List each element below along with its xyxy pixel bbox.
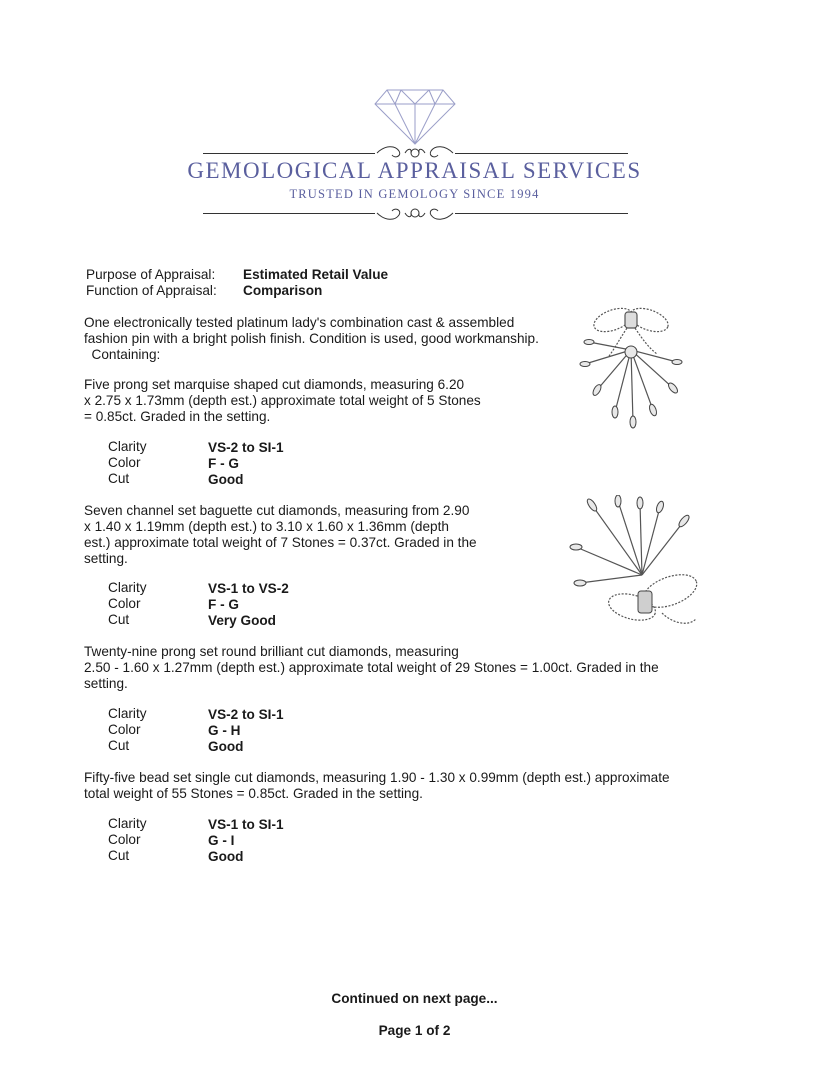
header-rule-bottom-right: [455, 213, 628, 214]
stone-line: setting.: [84, 551, 128, 566]
clarity-label: Clarity: [108, 706, 147, 721]
company-name: GEMOLOGICAL APPRAISAL SERVICES: [187, 158, 642, 183]
company-tagline: TRUSTED IN GEMOLOGY SINCE 1994: [289, 187, 540, 201]
clarity-label: Clarity: [108, 580, 147, 595]
purpose-label: Purpose of Appraisal:: [86, 267, 216, 282]
color-value: F - G: [208, 456, 239, 471]
flourish-bottom-icon: [375, 203, 455, 223]
diamond-logo-icon: [373, 88, 457, 146]
description-line: Containing:: [84, 347, 161, 362]
cut-label: Cut: [108, 471, 130, 486]
clarity-value: VS-1 to SI-1: [208, 817, 284, 832]
stone-line: = 0.85ct. Graded in the setting.: [84, 409, 271, 424]
header-rule-top-right: [455, 153, 628, 154]
stone-line: x 2.75 x 1.73mm (depth est.) approximate total weight of 5 Stones: [84, 393, 481, 408]
cut-value: Good: [208, 849, 244, 864]
jewelry-photo-front: [575, 290, 685, 430]
jewelry-photo-angled: [562, 495, 712, 635]
header-rule-bottom-left: [203, 213, 375, 214]
stone-description-baguette: [84, 503, 477, 567]
clarity-value: VS-1 to VS-2: [208, 581, 289, 596]
color-value: F - G: [208, 597, 239, 612]
clarity-value: VS-2 to SI-1: [208, 440, 284, 455]
description-line: One electronically tested platinum lady's combination cast & assembled: [84, 315, 515, 330]
cut-label: Cut: [108, 848, 130, 863]
purpose-value: Estimated Retail Value: [243, 267, 389, 282]
stone-description-round: [84, 644, 659, 692]
cut-value: Good: [208, 739, 244, 754]
color-label: Color: [108, 722, 141, 737]
continued-note: Continued on next page...: [331, 991, 498, 1006]
color-value: G - H: [208, 723, 241, 738]
color-value: G - I: [208, 833, 235, 848]
cut-value: Very Good: [208, 613, 276, 628]
stone-line: Seven channel set baguette cut diamonds, measuring from 2.90: [84, 503, 470, 518]
cut-label: Cut: [108, 738, 130, 753]
stone-description-marquise: [84, 377, 481, 425]
stone-line: Fifty-five bead set single cut diamonds, measuring 1.90 - 1.30 x 0.99mm (depth est.) approximate: [84, 770, 670, 785]
stone-line: total weight of 55 Stones = 0.85ct. Graded in the setting.: [84, 786, 423, 801]
stone-description-single-cut: [84, 770, 670, 802]
color-label: Color: [108, 832, 141, 847]
function-value: Comparison: [243, 283, 323, 298]
cut-label: Cut: [108, 612, 130, 627]
stone-line: Twenty-nine prong set round brilliant cut diamonds, measuring: [84, 644, 459, 659]
item-description: [84, 315, 539, 363]
clarity-label: Clarity: [108, 439, 147, 454]
page-number: Page 1 of 2: [378, 1023, 451, 1038]
cut-value: Good: [208, 472, 244, 487]
description-line: fashion pin with a bright polish finish. Condition is used, good workmanship.: [84, 331, 539, 346]
color-label: Color: [108, 596, 141, 611]
stone-line: Five prong set marquise shaped cut diamonds, measuring 6.20: [84, 377, 465, 392]
clarity-label: Clarity: [108, 816, 147, 831]
clarity-value: VS-2 to SI-1: [208, 707, 284, 722]
stone-line: x 1.40 x 1.19mm (depth est.) to 3.10 x 1.60 x 1.36mm (depth: [84, 519, 449, 534]
stone-line: setting.: [84, 676, 128, 691]
stone-line: 2.50 - 1.60 x 1.27mm (depth est.) approximate total weight of 29 Stones = 1.00ct. Graded in the: [84, 660, 659, 675]
stone-line: est.) approximate total weight of 7 Stones = 0.37ct. Graded in the: [84, 535, 477, 550]
color-label: Color: [108, 455, 141, 470]
function-label: Function of Appraisal:: [86, 283, 217, 298]
header-rule-top-left: [203, 153, 375, 154]
